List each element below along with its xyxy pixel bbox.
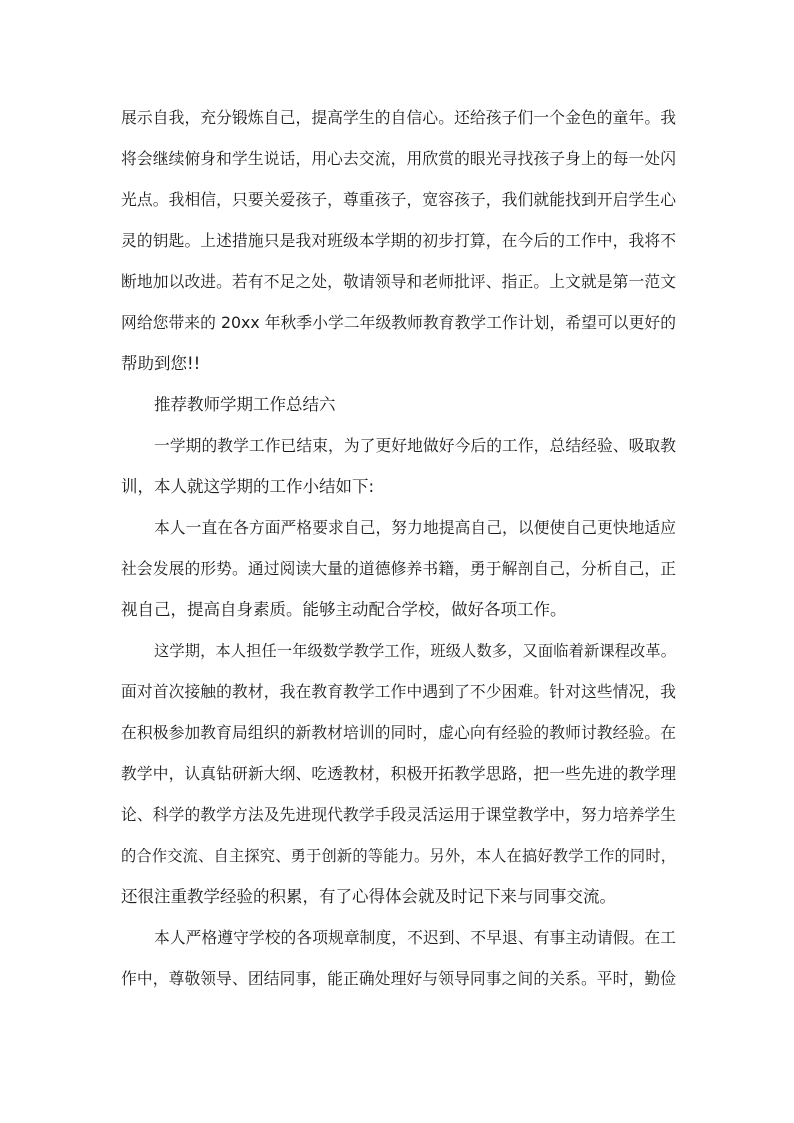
- text-line-16: 在积极参加教育局组织的新教材培训的同时，虚心向有经验的教师讨教经验。在: [121, 723, 676, 742]
- text-line-7: 帮助到您!!: [121, 354, 201, 373]
- text-line-19: 的合作交流、自主探究、勇于创新的等能力。另外，本人在搞好教学工作的同时，: [121, 847, 676, 865]
- text-line-10: 训，本人就这学期的工作小结如下:: [121, 477, 375, 496]
- text-line-12: 社会发展的形势。通过阅读大量的道德修养书籍，勇于解剖自己，分析自己，正: [121, 559, 676, 578]
- text-line-4: 灵的钥匙。上述措施只是我对班级本学期的初步打算，在今后的工作中，我将不: [121, 231, 676, 250]
- text-line-9: 一学期的教学工作已结束，为了更好地做好今后的工作，总结经验、吸取教: [154, 436, 676, 455]
- text-line-17: 教学中，认真钻研新大纲、吃透教材，积极开拓教学思路，把一些先进的教学理: [121, 764, 676, 783]
- document-body: [121, 103, 676, 1005]
- text-line-21: 本人严格遵守学校的各项规章制度，不迟到、不早退、有事主动请假。在工: [154, 928, 676, 947]
- text-line-15: 面对首次接触的教材，我在教育教学工作中遇到了不少困难。针对这些情况，我: [121, 682, 676, 701]
- text-line-2: 将会继续俯身和学生说话，用心去交流，用欣赏的眼光寻找孩子身上的每一处闪: [121, 149, 676, 168]
- text-line-3: 光点。我相信，只要关爱孩子，尊重孩子，宽容孩子，我们就能找到开启学生心: [121, 190, 676, 209]
- text-line-20: 还很注重教学经验的积累，有了心得体会就及时记下来与同事交流。: [121, 887, 616, 906]
- text-line-13: 视自己，提高自身素质。能够主动配合学校，做好各项工作。: [121, 600, 567, 619]
- text-line-18: 论、科学的教学方法及先进现代教学手段灵活运用于课堂教学中，努力培养学生: [121, 805, 676, 824]
- text-line-1: 展示自我，充分锻炼自己，提高学生的自信心。还给孩子们一个金色的童年。我: [121, 108, 676, 127]
- text-line-6: 网给您带来的 20xx 年秋季小学二年级教师教育教学工作计划，希望可以更好的: [121, 313, 676, 332]
- text-line-11: 本人一直在各方面严格要求自己，努力地提高自己，以便使自己更快地适应: [154, 518, 676, 537]
- section-heading: 推荐教师学期工作总结六: [154, 395, 336, 414]
- text-line-14: 这学期，本人担任一年级数学教学工作，班级人数多，又面临着新课程改革。: [154, 642, 676, 660]
- text-line-22: 作中，尊敬领导、团结同事，能正确处理好与领导同事之间的关系。平时，勤俭: [121, 969, 676, 988]
- text-line-5: 断地加以改进。若有不足之处，敬请领导和老师批评、指正。上文就是第一范文: [121, 272, 676, 291]
